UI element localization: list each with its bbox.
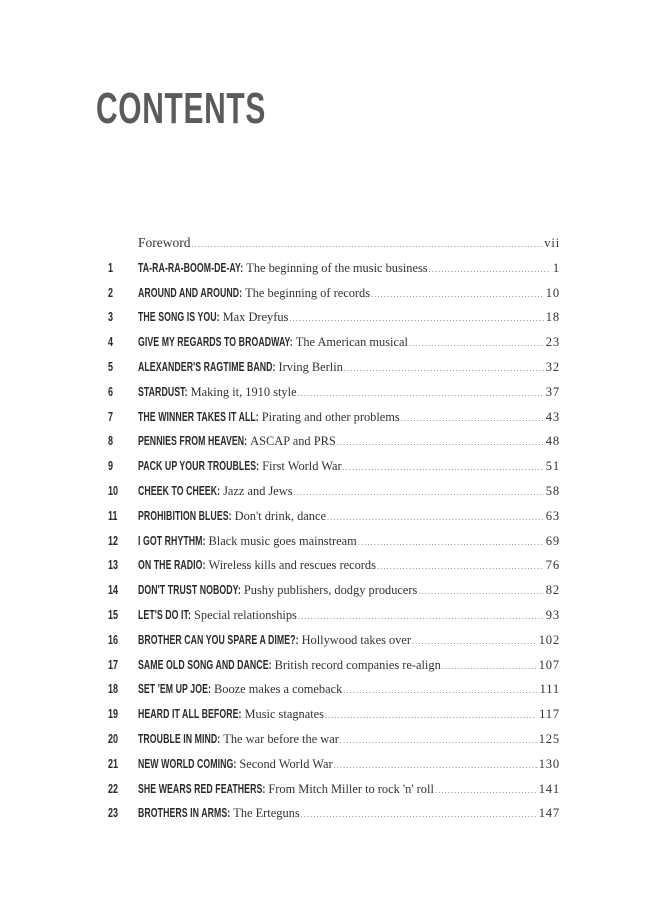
dot-leader (371, 283, 544, 308)
page-number: 107 (538, 657, 560, 672)
chapter-heading: ON THE RADIO: (138, 558, 206, 573)
chapter-number: 20 (108, 731, 119, 746)
dot-leader (337, 431, 544, 456)
page-number: 51 (545, 459, 560, 474)
chapter-number: 6 (108, 384, 114, 399)
dot-leader (412, 630, 537, 655)
toc-entry-chapter-12[interactable] (108, 529, 560, 554)
dot-leader (344, 357, 544, 382)
chapter-subtitle: Pushy publishers, dodgy producers (243, 583, 418, 598)
dot-leader (325, 704, 537, 729)
foreword-label: Foreword (138, 235, 191, 250)
dot-leader (401, 407, 544, 432)
chapter-number: 5 (108, 359, 114, 374)
page-number: vii (544, 236, 560, 250)
chapter-number: 23 (108, 806, 119, 821)
toc-entry-chapter-13[interactable] (108, 553, 560, 578)
chapter-heading: LET'S DO IT: (138, 607, 191, 622)
chapter-number: 3 (108, 310, 114, 325)
page-number: 111 (539, 682, 560, 697)
chapter-subtitle: Booze makes a comeback (213, 682, 343, 697)
toc-entry-chapter-5[interactable] (108, 355, 560, 380)
chapter-subtitle: Don't drink, dance (234, 508, 326, 523)
dot-leader (442, 655, 537, 680)
dot-leader (409, 332, 544, 357)
chapter-subtitle: The war before the war (223, 731, 339, 746)
toc-entry-chapter-17[interactable] (108, 653, 560, 678)
page-title: CONTENTS (96, 84, 266, 134)
toc-entry-chapter-22[interactable] (108, 777, 560, 802)
page-number: 37 (545, 384, 560, 399)
chapter-subtitle: Music stagnates (244, 707, 324, 722)
chapter-heading: PENNIES FROM HEAVEN: (138, 434, 248, 449)
page-number: 23 (545, 335, 560, 350)
chapter-subtitle: First World War (262, 459, 342, 474)
chapter-heading: TROUBLE IN MIND: (138, 731, 221, 746)
toc-entry-chapter-14[interactable] (108, 578, 560, 603)
chapter-number: 17 (108, 657, 119, 672)
chapter-subtitle: The American musical (295, 335, 408, 350)
toc-entry-chapter-3[interactable] (108, 305, 560, 330)
dot-leader (418, 580, 543, 605)
page-number: 18 (545, 310, 560, 325)
toc-entry-chapter-10[interactable] (108, 479, 560, 504)
chapter-number: 16 (108, 632, 119, 647)
toc-entry-chapter-21[interactable] (108, 752, 560, 777)
chapter-number: 9 (108, 459, 114, 474)
toc-entry-chapter-2[interactable] (108, 281, 560, 306)
page-number: 130 (538, 756, 560, 771)
chapter-subtitle: Black music goes mainstream (208, 533, 357, 548)
toc-entry-chapter-4[interactable] (108, 330, 560, 355)
chapter-number: 18 (108, 682, 119, 697)
toc-entry-chapter-8[interactable] (108, 429, 560, 454)
chapter-heading: AROUND AND AROUND: (138, 285, 243, 300)
chapter-list (108, 256, 560, 826)
chapter-subtitle: British record companies re-align (274, 657, 441, 672)
dot-leader (340, 729, 537, 754)
chapter-heading: PROHIBITION BLUES: (138, 508, 232, 523)
chapter-heading: HEARD IT ALL BEFORE: (138, 707, 242, 722)
chapter-heading: STARDUST: (138, 384, 188, 399)
page-number: 48 (545, 434, 560, 449)
toc-entry-chapter-7[interactable] (108, 405, 560, 430)
toc-entry-chapter-6[interactable] (108, 380, 560, 405)
toc-entry-chapter-15[interactable] (108, 603, 560, 628)
page-number: 43 (545, 409, 560, 424)
page-number: 117 (539, 707, 560, 722)
dot-leader (343, 679, 537, 704)
chapter-number: 7 (108, 409, 114, 424)
toc-entry-chapter-9[interactable] (108, 454, 560, 479)
toc-entry-chapter-16[interactable] (108, 628, 560, 653)
page-number: 82 (545, 583, 560, 598)
chapter-subtitle: Special relationships (193, 607, 297, 622)
dot-leader (298, 605, 544, 630)
page-number: 76 (545, 558, 560, 573)
chapter-subtitle: Max Dreyfus (222, 310, 289, 325)
page-number: 32 (545, 359, 560, 374)
table-of-contents (108, 231, 560, 826)
dot-leader (334, 754, 537, 779)
chapter-number: 14 (108, 583, 119, 598)
chapter-number: 15 (108, 607, 119, 622)
dot-leader (429, 258, 551, 283)
page-number: 102 (538, 632, 560, 647)
chapter-heading: THE SONG IS YOU: (138, 310, 220, 325)
page-number: 10 (545, 285, 560, 300)
chapter-subtitle: Second World War (239, 756, 333, 771)
toc-entry-chapter-1[interactable] (108, 256, 560, 281)
dot-leader (327, 506, 544, 531)
chapter-heading: TA-RA-RA-BOOM-DE-AY: (138, 260, 244, 275)
page-number: 69 (545, 533, 560, 548)
chapter-number: 2 (108, 285, 114, 300)
chapter-heading: DON'T TRUST NOBODY: (138, 583, 241, 598)
chapter-subtitle: From Mitch Miller to rock 'n' roll (268, 781, 434, 796)
chapter-heading: NEW WORLD COMING: (138, 756, 237, 771)
chapter-heading: ALEXANDER'S RAGTIME BAND: (138, 359, 276, 374)
chapter-number: 8 (108, 434, 114, 449)
chapter-number: 1 (108, 260, 114, 275)
chapter-subtitle: Wireless kills and rescues records (208, 558, 376, 573)
chapter-heading: I GOT RHYTHM: (138, 533, 206, 548)
chapter-subtitle: ASCAP and PRS (250, 434, 336, 449)
dot-leader (192, 233, 543, 258)
page-number: 1 (552, 260, 560, 275)
chapter-subtitle: Hollywood takes over (301, 632, 412, 647)
chapter-number: 4 (108, 335, 114, 350)
toc-entry-chapter-11[interactable] (108, 504, 560, 529)
chapter-number: 22 (108, 781, 119, 796)
chapter-number (108, 231, 138, 256)
page-number: 58 (545, 483, 560, 498)
dot-leader (343, 456, 544, 481)
toc-entry-chapter-18[interactable] (108, 677, 560, 702)
chapter-heading: BROTHER CAN YOU SPARE A DIME?: (138, 632, 299, 647)
chapter-heading: CHEEK TO CHEEK: (138, 483, 221, 498)
chapter-subtitle: Pirating and other problems (261, 409, 400, 424)
page-number: 125 (538, 731, 560, 746)
dot-leader (358, 531, 544, 556)
chapter-number: 21 (108, 756, 119, 771)
chapter-heading: SET 'EM UP JOE: (138, 682, 211, 697)
chapter-subtitle: Making it, 1910 style (190, 384, 297, 399)
page-number: 93 (545, 607, 560, 622)
chapter-number: 13 (108, 558, 119, 573)
chapter-number: 11 (108, 508, 118, 523)
chapter-number: 12 (108, 533, 119, 548)
chapter-subtitle: Jazz and Jews (223, 483, 293, 498)
chapter-number: 19 (108, 707, 119, 722)
dot-leader (377, 555, 544, 580)
toc-entry-foreword[interactable] (108, 231, 560, 256)
toc-entry-chapter-19[interactable] (108, 702, 560, 727)
dot-leader (298, 382, 544, 407)
chapter-number: 10 (108, 483, 119, 498)
toc-entry-chapter-23[interactable] (108, 801, 560, 826)
chapter-heading: PACK UP YOUR TROUBLES: (138, 459, 260, 474)
chapter-heading: SHE WEARS RED FEATHERS: (138, 781, 266, 796)
chapter-heading: THE WINNER TAKES IT ALL: (138, 409, 259, 424)
toc-entry-chapter-20[interactable] (108, 727, 560, 752)
page-number: 63 (545, 508, 560, 523)
chapter-subtitle: The beginning of the music business (246, 260, 428, 275)
dot-leader (289, 307, 543, 332)
page-number: 147 (538, 806, 560, 821)
chapter-heading: SAME OLD SONG AND DANCE: (138, 657, 272, 672)
dot-leader (301, 803, 537, 828)
dot-leader (435, 779, 537, 804)
chapter-subtitle: The Erteguns (233, 806, 300, 821)
page-number: 141 (538, 781, 560, 796)
chapter-subtitle: The beginning of records (245, 285, 371, 300)
dot-leader (294, 481, 544, 506)
chapter-subtitle: Irving Berlin (278, 359, 343, 374)
chapter-heading: BROTHERS IN ARMS: (138, 806, 231, 821)
chapter-heading: GIVE MY REGARDS TO BROADWAY: (138, 335, 293, 350)
